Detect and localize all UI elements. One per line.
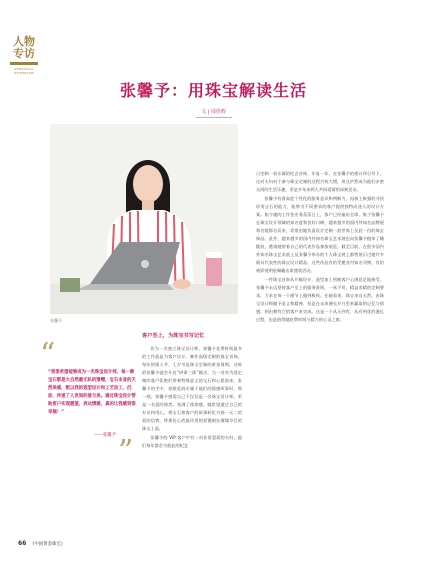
photo-caption: 张馨予 [50, 318, 62, 323]
body-column-middle [142, 345, 242, 451]
article-title: 张馨予：用珠宝解读生活 [119, 81, 307, 100]
byline: 文 | 周佳晖 [201, 109, 226, 115]
pull-quote: “我很希望能够成为一名珠宝设计师，每一款宝石都是大自然最无私的馈赠，宝石本身的天然美感，配以我的造型设计和工艺加工，沉淀、传递了人世间的爱与美。通过珠宝设计帮助客户实现愿望，表达情感，真的让我感到很幸福！” [48, 370, 136, 415]
paragraph: 作为一名独立珠宝设计师，张馨予花费时间最多的工作就是为客户设计，制作高级定制的珠宝首饰。每年的情人节、七夕节是珠宝定制的黄金周期，这时的张馨予就会开启“拼命三郎”模式，当一对对为爱定制的客户拒绝们带着特殊意义的宝石和心愿前来，张馨予的手中，界限延展专属于他们的情感故事时，那一刻，张馨予感觉自己不仅仅是一名珠宝设计师，更是一名爱的使者。充满了使命感，她希望通过自己的专业和用心，将宝石和客户的故事转化为独一无二的爱的信物，将那份心底最珍贵的爱镌刻在璀璨夺目的珠宝上面。 [142, 346, 242, 431]
pull-quote-sign: ——张馨予 [94, 433, 116, 438]
page-number: 66 [18, 540, 27, 547]
open-quote-icon: “ [40, 337, 56, 372]
sub-heading: 客户至上，为珠宝书写记忆 [142, 333, 205, 339]
section-tag [10, 36, 38, 75]
paragraph: 一件珠宝首饰从开稿设计，造型加工到被客户心满意足地接受，张馨予永远坚持客户至上的服务准则，一丝不苟，精益求精的定制要求，力求在每一个细节上做到极致。在她看来，珠宝来自天然，由珠宝设计师赋予意义和精神，但是在未来漫长岁月里来赢取的记忆与情感，则由拥有它的客户来完成。这是一个从无到有，从有到优的漫长过程，也是值得她花费时间与精力的心灵之旅。 [256, 277, 384, 322]
body-column-right [256, 170, 384, 325]
portrait-illustration [50, 124, 238, 314]
paragraph: 张馨予的 VIP 客户中有一对非常恩爱的夫妇，他们每年都会为彼此的纪念 [142, 435, 242, 448]
section-tag-line1: 人物 [13, 35, 35, 48]
byline-rule [196, 117, 232, 118]
portrait-photo [50, 124, 238, 314]
close-quote-icon: ” [118, 434, 134, 469]
journal-name: 《中国黄金珠宝》 [30, 542, 66, 547]
paragraph: 日定制一款专属的纪念首饰，年复一年，在张馨予的建议和引导下，这对夫妇对于参与珠宝定制的过程兴致大增，用这庐然成为他们亲密无间的生活乐趣，更是多年来两人共同爱情的深刻见证。 [256, 171, 384, 192]
section-tag-line2: 专访 [13, 47, 35, 60]
paragraph: 张馨予有着高度个性化的服务意识和判断力，再加上极强的寻找珍贵宝石的能力，能够为不同要求的客户提供独特而迷人的设计方案。如今她的工作室业务蒸蒸日上，客户已经遍布全球。集于张馨予在珠宝设计领域的知名度和良好口碑，越来越多的国内外知名品牌展和名媛都名而来，希望由她负责设计定制一款世界上仅此一份的珠宝饰品。此外，越来越多的国内外知名珠宝艺术展也向张馨予抛来了橄榄枝，邀请她带着自己的代表作品参加展览。截至目前，在很多国内外知名珠宝艺术展上及张馨予举办的个人珠宝展上都曾展示过她许多极具代表性的珠宝设计精品。这些作品有的受邀业内知名刊物，有的被影视明星佩戴出席盛装活动。 [256, 196, 384, 273]
section-tag-sub: PERSONAL INTERVIEW [13, 67, 35, 75]
section-tag-bar [10, 62, 38, 65]
